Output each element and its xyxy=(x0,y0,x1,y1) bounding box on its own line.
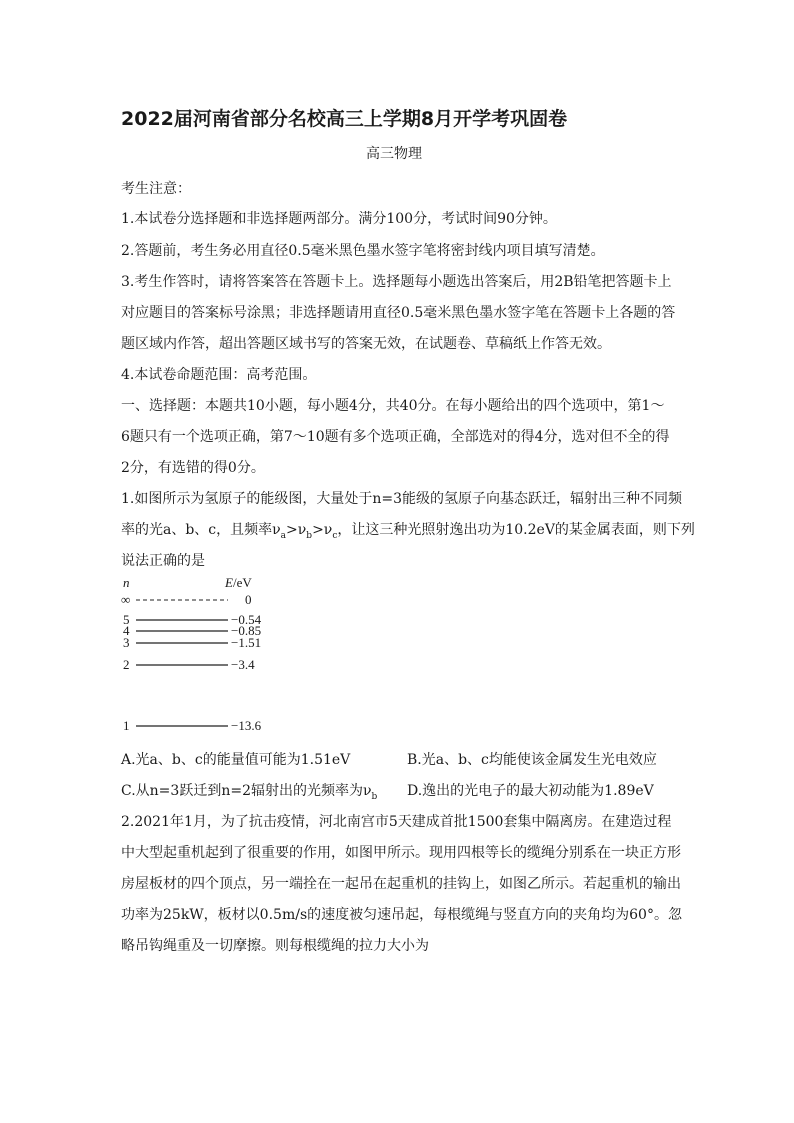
question-1-line-2-post: ，让这三种光照射逸出功为10.2eV的某金属表面，则下列 xyxy=(337,522,695,538)
section-1-line-1: 一、选择题：本题共10小题，每小题4分，共40分。在每小题给出的四个选项中，第1～ xyxy=(121,398,665,414)
subscript-b: b xyxy=(306,530,313,541)
question-2-line-1: 2.2021年1月，为了抗击疫情，河北南宫市5天建成首批1500套集中隔离房。在建造过程 xyxy=(121,814,672,830)
greater-than-1: >ν xyxy=(286,522,307,538)
level-n-4: 4 xyxy=(123,623,130,638)
level-e-1: −13.6 xyxy=(231,718,262,733)
question-2-line-4: 功率为25kW，板材以0.5m/s的速度被匀速吊起，每根缆绳与竖直方向的夹角均为60°。忽 xyxy=(121,907,682,923)
axis-n-label: n xyxy=(123,575,130,590)
greater-than-2: >ν xyxy=(312,522,333,538)
energy-level-diagram xyxy=(118,572,298,742)
level-n-1: 1 xyxy=(123,718,130,733)
subscript-c: c xyxy=(332,530,338,541)
notice-item-4: 4.本试卷命题范围：高考范围。 xyxy=(121,367,317,383)
axis-e-label xyxy=(225,576,252,589)
level-n-inf: ∞ xyxy=(121,592,131,607)
notice-item-3-line-2: 对应题目的答案标号涂黑；非选择题请用直径0.5毫米黑色墨水签字笔在答题卡上各题的答 xyxy=(121,305,676,321)
notice-item-2: 2.答题前，考生务必用直径0.5毫米黑色墨水签字笔将密封线内项目填写清楚。 xyxy=(121,243,605,259)
notice-item-3-line-1: 3.考生作答时，请将答案答在答题卡上。选择题每小题选出答案后，用2B铅笔把答题卡上 xyxy=(121,274,672,290)
question-1-option-c xyxy=(121,780,377,802)
question-1-option-a: A.光a、b、c的能量值可能为1.51eV xyxy=(121,752,351,768)
level-e-3: −1.51 xyxy=(231,635,262,650)
level-e-5: −0.54 xyxy=(231,612,262,627)
notice-item-1: 1.本试卷分选择题和非选择题两部分。满分100分，考试时间90分钟。 xyxy=(121,211,557,227)
page-subtitle: 高三物理 xyxy=(366,146,422,162)
section-1-line-3: 2分，有选错的得0分。 xyxy=(121,460,265,476)
page-title: 2022届河南省部分名校高三上学期8月开学考巩固卷 xyxy=(121,108,568,130)
question-2-line-3: 房屋板材的四个顶点，另一端拴在一起吊在起重机的挂钩上，如图乙所示。若起重机的输出 xyxy=(121,876,681,892)
axis-e-symbol: E xyxy=(225,575,233,590)
question-1-option-b: B.光a、b、c均能使该金属发生光电效应 xyxy=(407,752,657,768)
notice-heading: 考生注意： xyxy=(121,181,191,197)
level-n-3: 3 xyxy=(123,635,130,650)
question-2-line-2: 中大型起重机起到了很重要的作用，如图甲所示。现用四根等长的缆绳分别系在一块正方形 xyxy=(121,845,681,861)
energy-level-lines xyxy=(118,572,298,742)
question-1-line-1: 1.如图所示为氢原子的能级图，大量处于n=3能级的氢原子向基态跃迁，辐射出三种不同频 xyxy=(121,491,683,507)
axis-e-unit: /eV xyxy=(232,575,252,590)
option-c-subscript: b xyxy=(371,791,378,802)
level-n-5: 5 xyxy=(123,612,130,627)
question-1-line-2 xyxy=(121,519,695,541)
level-e-2: −3.4 xyxy=(231,657,255,672)
subscript-a: a xyxy=(280,530,287,541)
question-1-line-2-pre: 率的光a、b、c，且频率ν xyxy=(121,522,281,538)
level-n-2: 2 xyxy=(123,657,130,672)
option-c-text: C.从n=3跃迁到n=2辐射出的光频率为ν xyxy=(121,783,372,799)
section-1-line-2: 6题只有一个选项正确，第7～10题有多个选项正确，全部选对的得4分，选对但不全的得 xyxy=(121,429,670,445)
question-2-line-5: 略吊钩绳重及一切摩擦。则每根缆绳的拉力大小为 xyxy=(121,938,429,954)
question-1-option-d: D.逸出的光电子的最大初动能为1.89eV xyxy=(407,783,654,799)
question-1-line-3: 说法正确的是 xyxy=(121,553,205,569)
level-e-4: −0.85 xyxy=(231,623,262,638)
notice-item-3-line-3: 题区域内作答，超出答题区域书写的答案无效，在试题卷、草稿纸上作答无效。 xyxy=(121,336,611,352)
level-e-inf: 0 xyxy=(245,592,252,607)
